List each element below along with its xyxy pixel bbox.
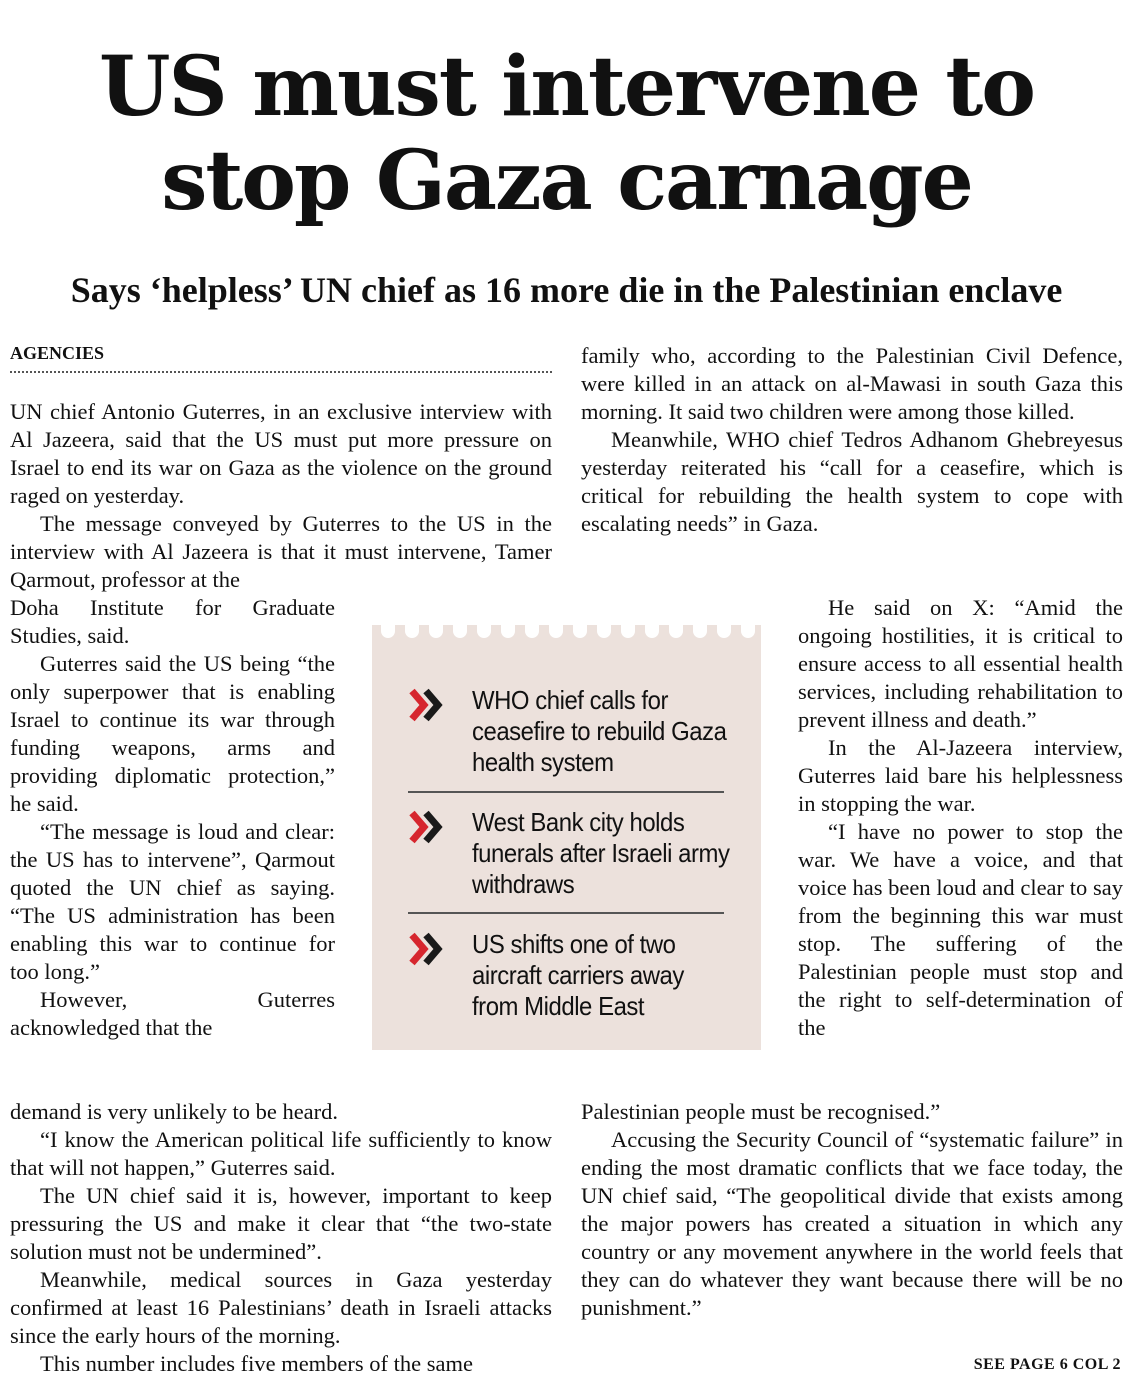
notch [741,616,755,638]
notch [453,616,467,638]
highlights-box [372,625,761,1050]
notch [501,616,515,638]
paragraph: The message conveyed by Guterres to the US in the interview with Al Jazeera is that it must intervene, Tamer Qarmout, professor at the [10,511,552,592]
notch [549,616,563,638]
highlight-item [408,929,724,1047]
col2-top [581,342,1123,538]
notch [693,616,707,638]
divider [408,912,724,914]
paragraph: This number includes five members of the same [40,1351,474,1376]
double-chevron-icon [408,685,448,725]
headline [0,40,1133,228]
col1-bottom [10,1098,552,1378]
notch [477,616,491,638]
notch [669,616,683,638]
notch [573,616,587,638]
paragraph: family who, according to the Palestinian Civil Defence, were killed in an attack on al-Mawasi in south Gaza this morning. It said two children were among those killed. [581,343,1123,424]
notch [429,616,443,638]
notch [717,616,731,638]
paragraph: Guterres said the US being “the only superpower that is enabling Israel to continue its war through funding weapons, arms and providing diplomatic protection,” he said. [10,651,335,816]
highlight-text: WHO chief calls for ceasefire to rebuild Gaza health system [472,685,727,777]
col1-top [10,398,552,594]
paragraph: Accusing the Security Council of “systematic failure” in ending the most dramatic conflicts that we face today, the UN chief said, “The geopolitical divide that exists among the major powers has created a situation in which any country or any movement anywhere in the world feels that they can do whatever they want because there will be no punishment.” [581,1127,1123,1320]
continuation-reference: SEE PAGE 6 COL 2 [973,1356,1121,1373]
paragraph: demand is very unlikely to be heard. [10,1099,339,1124]
highlight-text: West Bank city holds funerals after Israeli army withdraws [472,807,730,899]
paragraph: Meanwhile, medical sources in Gaza yesterday confirmed at least 16 Palestinians’ death in Israeli attacks since the early hours of the morning. [10,1267,552,1348]
divider [408,791,724,793]
paragraph: “I know the American political life sufficiently to know that will not happen,” Guterres said. [10,1127,552,1180]
paragraph: Palestinian people must be recognised.” [581,1099,941,1124]
notch [621,616,635,638]
notch [381,616,395,638]
notch [525,616,539,638]
paragraph: However, Guterres acknowledged that the [10,987,335,1040]
paragraph: Meanwhile, WHO chief Tedros Adhanom Ghebreyesus yesterday reiterated his “call for a ceasefire, which is critical for rebuilding the health system to cope with escalating needs” in Gaza. [581,427,1123,536]
col2-narrow [798,594,1123,1042]
paragraph: UN chief Antonio Guterres, in an exclusive interview with Al Jazeera, said that the US must put more pressure on Israel to end its war on Gaza as the violence on the ground raged on yesterday. [10,399,552,508]
paragraph: The UN chief said it is, however, important to keep pressuring the US and make it clear that “the two-state solution must not be undermined”. [10,1183,552,1264]
col2-bottom [581,1098,1123,1322]
double-chevron-icon [408,929,448,969]
paragraph: In the Al-Jazeera interview, Guterres laid bare his helplessness in stopping the war. [798,735,1123,816]
col1-narrow [10,594,335,1042]
double-chevron-icon [408,807,448,847]
subheadline: Says ‘helpless’ UN chief as 16 more die in the Palestinian enclave [70,270,1063,310]
highlight-item [408,807,730,925]
byline: AGENCIES [10,343,552,373]
paragraph: He said on X: “Amid the ongoing hostilities, it is critical to ensure access to all essential health services, including rehabilitation to prevent illness and death.” [798,595,1123,732]
notch [405,616,419,638]
paragraph: “I have no power to stop the war. We have a voice, and that voice has been loud and clear to say from the beginning this war must stop. The suffering of the Palestinian people must stop and the right to self-determination of the [798,819,1123,1040]
notch [597,616,611,638]
headline-line-2: stop Gaza carnage [161,133,972,229]
paragraph: Doha Institute for Graduate Studies, said. [10,595,335,648]
highlight-text: US shifts one of two aircraft carriers away from Middle East [472,929,684,1021]
notch [645,616,659,638]
paragraph: “The message is loud and clear: the US has to intervene”, Qarmout quoted the UN chief as saying. “The US administration has been enabling this war to continue for too long.” [10,819,335,984]
highlight-item [408,685,727,803]
headline-line-1: US must intervene to [99,39,1034,135]
